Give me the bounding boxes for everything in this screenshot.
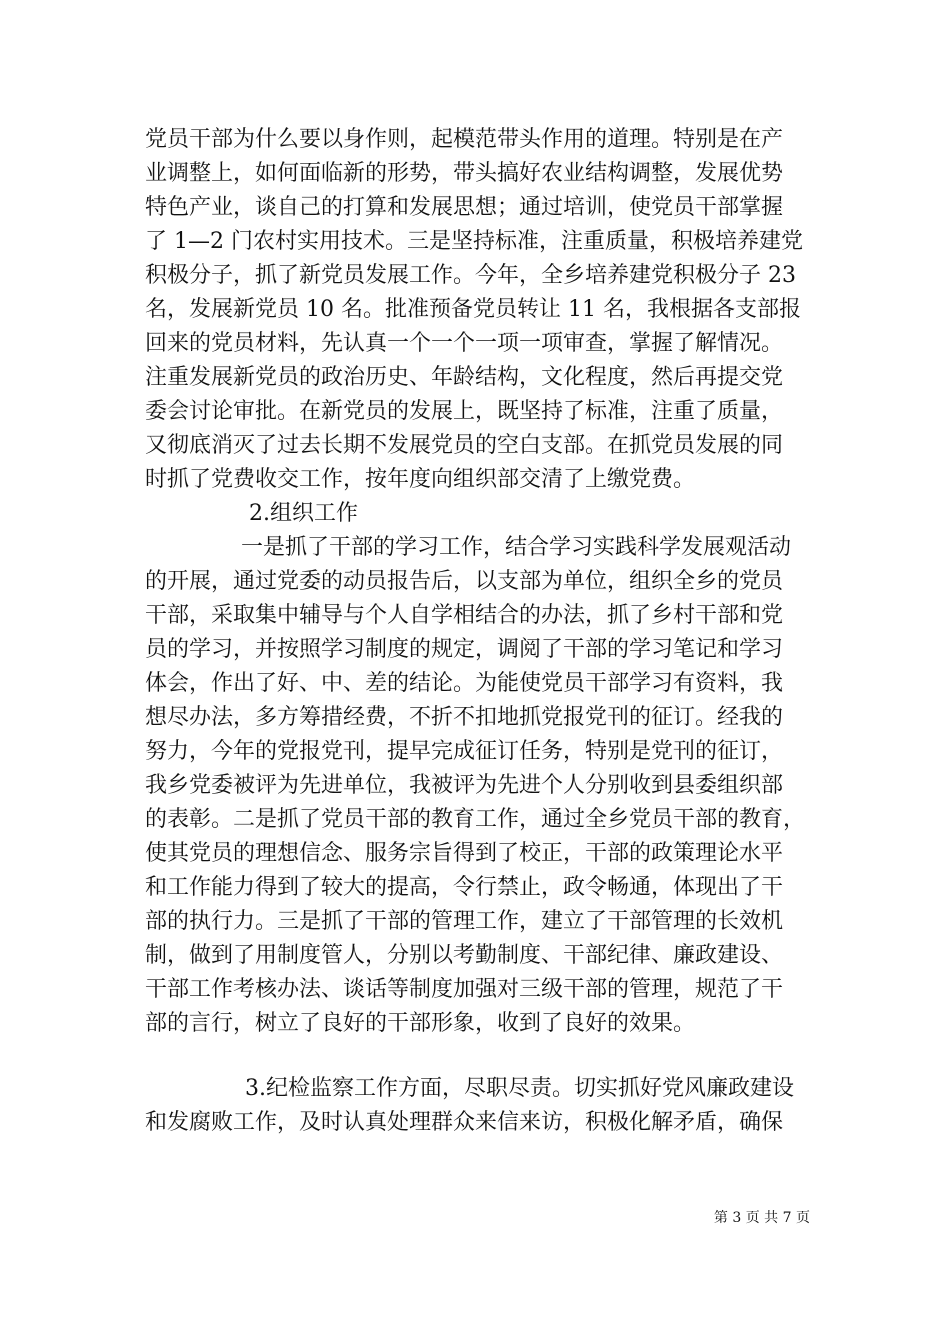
- text-line: 想尽办法，多方筹措经费，不折不扣地抓党报党刊的征订。经我的: [145, 705, 784, 730]
- text-line: 了 1—2 门农村实用技术。三是坚持标准，注重质量，积极培养建党: [145, 229, 803, 254]
- text-line: 的开展，通过党委的动员报告后，以支部为单位，组织全乡的党员: [145, 569, 784, 594]
- text-line: 干部，采取集中辅导与个人自学相结合的办法，抓了乡村干部和党: [145, 603, 784, 628]
- text-line: 又彻底消灭了过去长期不发展党员的空白支部。在抓党员发展的同: [145, 433, 784, 458]
- text-line: 员的学习，并按照学习制度的规定，调阅了干部的学习笔记和学习: [145, 637, 784, 662]
- text-line: 的表彰。二是抓了党员干部的教育工作，通过全乡党员干部的教育，: [145, 807, 806, 832]
- text-line: 部的言行，树立了良好的干部形象，收到了良好的效果。: [145, 1011, 696, 1036]
- text-line: 体会，作出了好、中、差的结论。为能使党员干部学习有资料，我: [145, 671, 784, 696]
- text-line: 3.纪检监察工作方面，尽职尽责。切实抓好党风廉政建设: [245, 1076, 794, 1101]
- text-line: 努力，今年的党报党刊，提早完成征订任务，特别是党刊的征订，: [145, 739, 784, 764]
- text-line: 使其党员的理想信念、服务宗旨得到了校正，干部的政策理论水平: [145, 841, 784, 866]
- text-line: 制，做到了用制度管人，分别以考勤制度、干部纪律、廉政建设、: [145, 943, 784, 968]
- section-heading: 2.组织工作: [249, 501, 358, 526]
- text-line: 委会讨论审批。在新党员的发展上，既坚持了标准，注重了质量，: [145, 399, 784, 424]
- text-line: 和发腐败工作，及时认真处理群众来信来访，积极化解矛盾，确保: [145, 1110, 784, 1135]
- text-line: 业调整上，如何面临新的形势，带头搞好农业结构调整，发展优势: [145, 161, 784, 186]
- text-line: 党员干部为什么要以身作则，起模范带头作用的道理。特别是在产: [145, 127, 784, 152]
- text-line: 名，发展新党员 10 名。批准预备党员转让 11 名，我根据各支部报: [145, 297, 801, 322]
- text-line: 干部工作考核办法、谈话等制度加强对三级干部的管理，规范了干: [145, 977, 784, 1002]
- text-line: 我乡党委被评为先进单位，我被评为先进个人分别收到县委组织部: [145, 773, 784, 798]
- text-line: 和工作能力得到了较大的提高，令行禁止，政令畅通，体现出了干: [145, 875, 784, 900]
- text-line: 特色产业，谈自己的打算和发展思想；通过培训，使党员干部掌握: [145, 195, 784, 220]
- text-line: 回来的党员材料，先认真一个一个一项一项审查，掌握了解情况。: [145, 331, 784, 356]
- page-number: 第 3 页 共 7 页: [713, 1210, 810, 1226]
- text-line: 时抓了党费收交工作，按年度向组织部交清了上缴党费。: [145, 467, 696, 492]
- text-line: 注重发展新党员的政治历史、年龄结构，文化程度，然后再提交党: [145, 365, 784, 390]
- text-line: 积极分子，抓了新党员发展工作。今年，全乡培养建党积极分子 23: [145, 263, 796, 288]
- text-line: 一是抓了干部的学习工作，结合学习实践科学发展观活动: [241, 535, 792, 560]
- text-line: 部的执行力。三是抓了干部的管理工作，建立了干部管理的长效机: [145, 909, 784, 934]
